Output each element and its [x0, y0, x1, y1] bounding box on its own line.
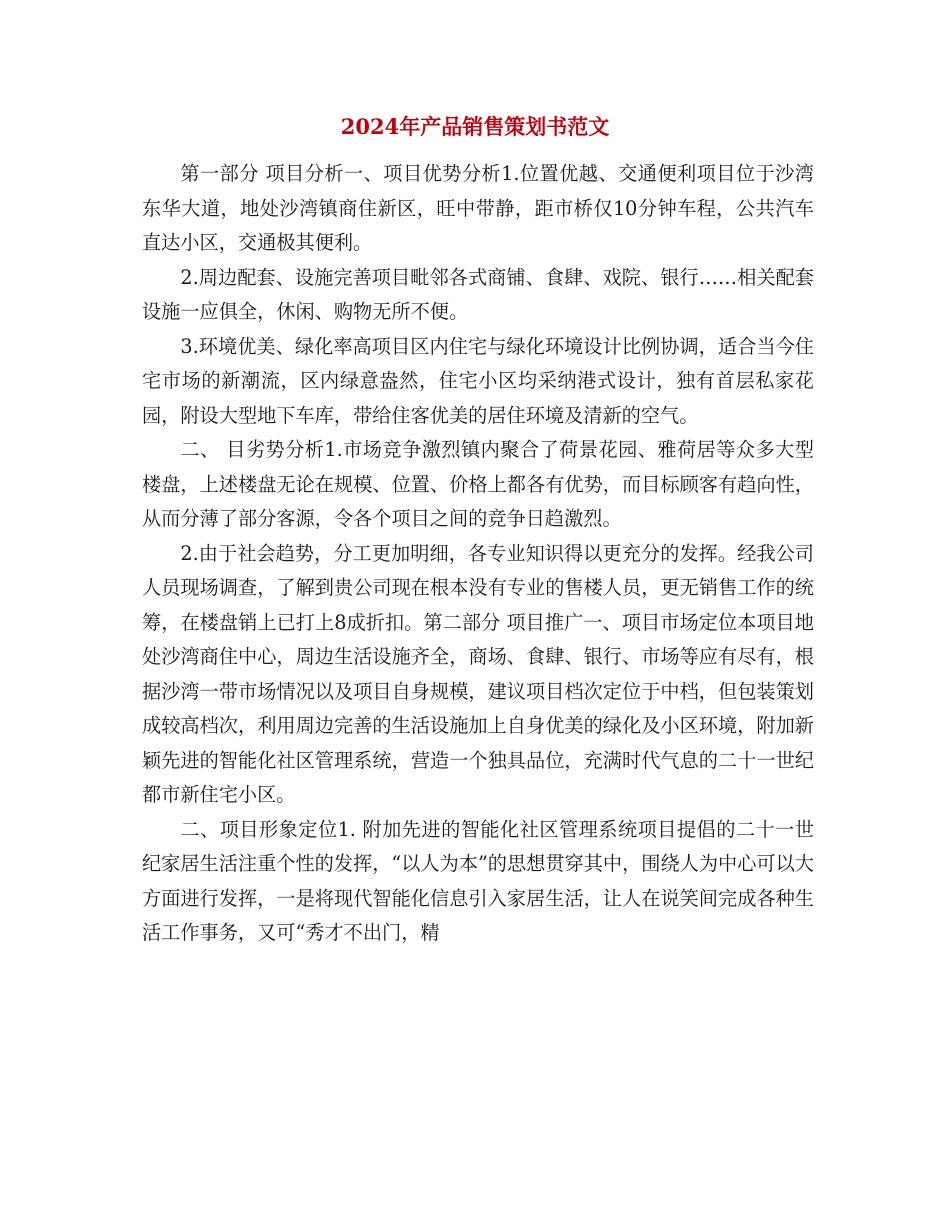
document-body	[142, 157, 814, 951]
paragraph-1: 第一部分 项目分析一、项目优势分析1.位置优越、交通便利项目位于沙湾东华大道，地处沙湾镇商住新区，旺中带静，距市桥仅10分钟车程，公共汽车直达小区，交通极其便利。	[142, 162, 814, 254]
paragraph-3: 3.环境优美、绿化率高项目区内住宅与绿化环境设计比例协调，适合当今住宅市场的新潮流，区内绿意盎然，住宅小区均采纳港式设计，独有首层私家花园，附设大型地下车库，带给住客优美的居住环境及清新的空气。	[142, 334, 814, 427]
paragraph-5: 2.由于社会趋势，分工更加明细，各专业知识得以更充分的发挥。经我公司人员现场调查，了解到贵公司现在根本没有专业的售楼人员，更无销售工作的统筹，在楼盘销上已打上8成折扣。第二部分 项目推广一、项目市场定位本项目地处沙湾商住中心，周边生活设施齐全，商场、食肆、银行、市场等应有尽有，根据沙湾一带市场情况以及项目自身规模，建议项目档次定位于中档，但包装策划成较高档次，利用周边完善的生活设施加上自身优美的绿化及小区环境，附加新颖先进的智能化社区管理系统，营造一个独具品位，充满时代气息的二十一世纪都市新住宅小区。	[142, 541, 814, 806]
paragraph-2: 2.周边配套、设施完善项目毗邻各式商铺、食肆、戏院、银行……相关配套设施一应俱全，休闲、购物无所不便。	[142, 265, 814, 323]
document-title: 2024年产品销售策划书范文	[340, 114, 610, 139]
paragraph-6: 二、项目形象定位1. 附加先进的智能化社区管理系统项目提倡的二十一世纪家居生活注重个性的发挥，“以人为本”的思想贯穿其中，围绕人为中心可以大方面进行发挥，一是将现代智能化信息引入家居生活，让人在说笑间完成各种生活工作事务，又可“秀才不出门，精	[142, 817, 814, 944]
paragraph-4: 二、 目劣势分析1.市场竞争激烈镇内聚合了荷景花园、雅荷居等众多大型楼盘，上述楼盘无论在规模、位置、价格上都各有优势，而目标顾客有趋向性，从而分薄了部分客源，令各个项目之间的竞争日趋激烈。	[142, 438, 814, 530]
